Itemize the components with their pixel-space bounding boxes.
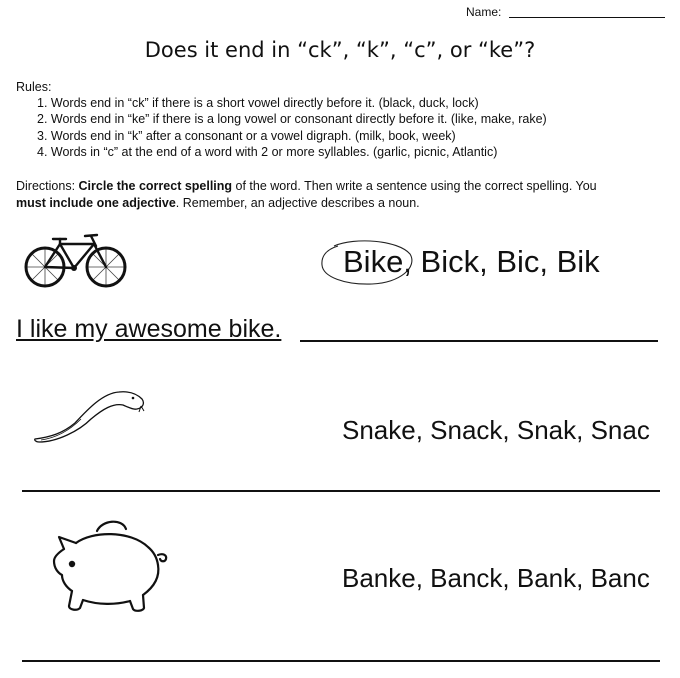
rules-label: Rules:	[16, 80, 52, 94]
spelling-choices: Bike, Bick, Bic, Bik	[343, 244, 600, 279]
answer-line[interactable]	[22, 490, 660, 492]
rule-item: 4. Words in “c” at the end of a word with 2 or more syllables. (garlic, picnic, Atlantic)	[37, 144, 498, 159]
rule-item: 2. Words end in “ke” if there is a long vowel or consonant directly before it. (like, make, rake)	[37, 112, 547, 127]
rule-item: 3. Words end in “k” after a consonant or a vowel digraph. (milk, book, week)	[37, 128, 456, 143]
answer-line[interactable]	[22, 660, 660, 662]
directions	[16, 178, 676, 211]
rules-list	[37, 95, 547, 160]
answer-sentence: I like my awesome bike.	[16, 315, 282, 343]
rule-item: 1. Words end in “ck” if there is a short vowel directly before it. (black, duck, lock)	[37, 96, 479, 110]
page-title: Does it end in “ck”, “k”, “c”, or “ke”?	[144, 38, 536, 62]
piggy-bank-icon	[50, 515, 170, 620]
spelling-choices: Snake, Snack, Snak, Snac	[342, 415, 650, 445]
directions-emphasis-1: Circle the correct spelling	[78, 179, 233, 193]
answer-line[interactable]	[300, 340, 658, 342]
name-label: Name:	[466, 5, 502, 19]
directions-emphasis-2: must include one adjective	[16, 195, 176, 210]
bicycle-icon	[22, 230, 132, 290]
spelling-choices: Banke, Banck, Bank, Banc	[342, 563, 650, 593]
directions-text-end: . Remember, an adjective describes a noun.	[175, 195, 420, 210]
snake-icon	[33, 385, 148, 445]
directions-lead: Directions:	[16, 179, 76, 193]
name-line[interactable]	[509, 17, 665, 18]
directions-text: of the word. Then write a sentence using the correct spelling. You	[232, 179, 597, 193]
